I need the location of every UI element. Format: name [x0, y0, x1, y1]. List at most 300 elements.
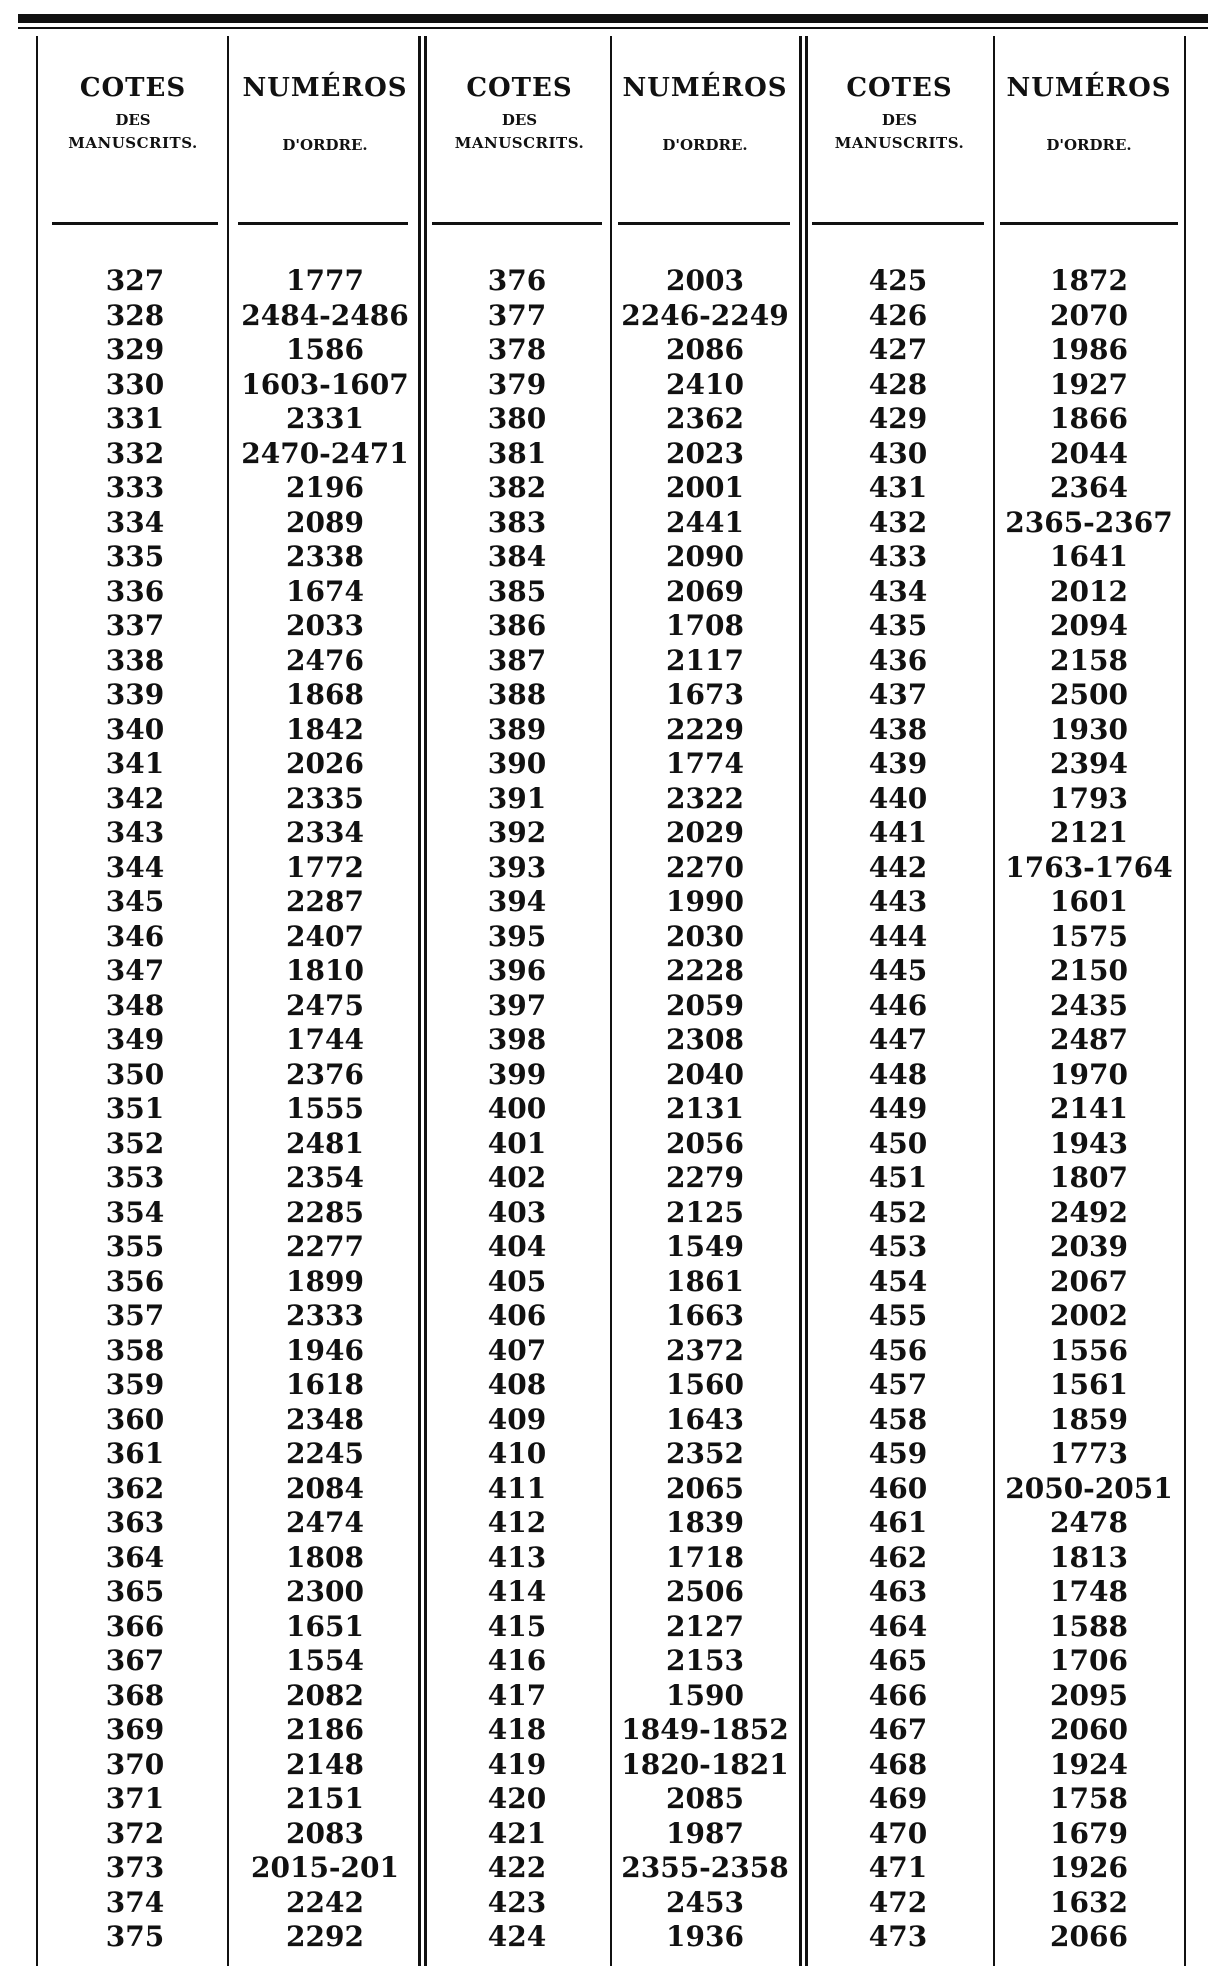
numero-cell: 2481 — [286, 1126, 364, 1160]
numero-cell: 1842 — [286, 712, 364, 746]
cotes-column-2 — [432, 264, 602, 1955]
numero-cell: 1708 — [666, 609, 744, 642]
cote-cell: 391 — [487, 781, 547, 815]
cote-cell: 466 — [868, 1678, 928, 1712]
cotes-column-3 — [812, 264, 984, 1955]
cote-cell: 332 — [105, 436, 165, 470]
cote-cell: 441 — [868, 816, 928, 849]
numero-cell: 1618 — [286, 1368, 364, 1401]
numero-cell: 2066 — [1050, 1920, 1128, 1953]
numero-cell: 2069 — [666, 574, 744, 608]
cote-cell: 339 — [105, 678, 165, 711]
numero-cell: 2084 — [286, 1471, 364, 1505]
header-des: DES — [501, 111, 538, 129]
cote-cell: 434 — [868, 574, 928, 608]
cote-cell: 428 — [868, 367, 928, 401]
numero-cell: 2086 — [666, 333, 744, 366]
header-title: NUMÉROS — [1006, 73, 1172, 103]
cote-cell: 443 — [868, 885, 928, 918]
cote-cell: 356 — [105, 1264, 165, 1298]
cote-cell: 468 — [868, 1747, 928, 1781]
numero-cell: 2127 — [666, 1609, 744, 1643]
numero-cell: 1706 — [1050, 1644, 1128, 1677]
cote-cell: 414 — [487, 1575, 547, 1608]
cote-cell: 373 — [105, 1851, 165, 1884]
cote-cell: 436 — [868, 643, 928, 677]
cote-cell: 412 — [487, 1506, 547, 1539]
cote-cell: 394 — [487, 885, 547, 918]
cote-cell: 422 — [487, 1851, 547, 1884]
cote-cell: 382 — [487, 471, 547, 504]
numero-cell: 2012 — [1050, 574, 1128, 608]
numero-cell: 2487 — [1050, 1023, 1128, 1056]
numero-cell: 1924 — [1050, 1747, 1128, 1781]
numero-cell: 2355-2358 — [621, 1851, 789, 1884]
numero-cell: 2125 — [666, 1195, 744, 1229]
cote-cell: 372 — [105, 1816, 165, 1850]
cote-cell: 437 — [868, 678, 928, 711]
cotes-column-1 — [52, 264, 218, 1955]
cote-cell: 343 — [105, 816, 165, 849]
numero-cell: 2095 — [1050, 1678, 1128, 1712]
numero-cell: 1556 — [1050, 1333, 1128, 1367]
cote-cell: 336 — [105, 574, 165, 608]
cote-cell: 438 — [868, 712, 928, 746]
cote-cell: 389 — [487, 712, 547, 746]
cote-cell: 429 — [868, 402, 928, 435]
cote-cell: 375 — [105, 1920, 165, 1953]
header-subtitle: D'ORDRE. — [282, 136, 368, 154]
cote-cell: 388 — [487, 678, 547, 711]
cote-cell: 351 — [105, 1092, 165, 1125]
cote-cell: 445 — [868, 954, 928, 987]
cote-cell: 350 — [105, 1057, 165, 1091]
cote-cell: 366 — [105, 1609, 165, 1643]
cote-cell: 381 — [487, 436, 547, 470]
numero-cell: 2246-2249 — [621, 298, 789, 332]
cote-cell: 463 — [868, 1575, 928, 1608]
numero-cell: 1861 — [666, 1264, 744, 1298]
cote-cell: 455 — [868, 1299, 928, 1332]
cote-cell: 399 — [487, 1057, 547, 1091]
numeros-column-1 — [235, 264, 415, 1955]
cote-cell: 432 — [868, 505, 928, 539]
top-rule-thin — [18, 27, 1208, 29]
numero-cell: 1588 — [1050, 1609, 1128, 1643]
cote-cell: 398 — [487, 1023, 547, 1056]
cote-cell: 341 — [105, 747, 165, 780]
numero-cell: 1763-1764 — [1005, 850, 1173, 884]
cote-cell: 409 — [487, 1402, 547, 1436]
header-subtitle: D'ORDRE. — [662, 136, 748, 154]
numero-cell: 2158 — [1050, 643, 1128, 677]
cote-cell: 347 — [105, 954, 165, 987]
cote-cell: 357 — [105, 1299, 165, 1332]
column-header-numeros-3 — [998, 72, 1180, 156]
cote-cell: 327 — [105, 264, 165, 297]
cote-cell: 400 — [487, 1092, 547, 1125]
numero-cell: 2085 — [666, 1782, 744, 1815]
cote-cell: 456 — [868, 1333, 928, 1367]
cote-cell: 395 — [487, 919, 547, 953]
numero-cell: 2148 — [286, 1747, 364, 1781]
header-des: DES — [115, 111, 151, 129]
numero-cell: 2453 — [666, 1885, 744, 1919]
cote-cell: 430 — [868, 436, 928, 470]
column-divider-right — [1184, 36, 1186, 1966]
numero-cell: 1899 — [286, 1264, 364, 1298]
cote-cell: 378 — [487, 333, 547, 366]
numero-cell: 2150 — [1050, 954, 1128, 987]
numero-cell: 2292 — [286, 1920, 364, 1953]
numero-cell: 2478 — [1050, 1506, 1128, 1539]
numero-cell: 1808 — [286, 1540, 364, 1574]
header-title: NUMÉROS — [622, 73, 788, 103]
cote-cell: 404 — [487, 1230, 547, 1263]
numero-cell: 1868 — [286, 678, 364, 711]
cote-cell: 451 — [868, 1161, 928, 1194]
numero-cell: 2151 — [286, 1782, 364, 1815]
numero-cell: 2070 — [1050, 298, 1128, 332]
numero-cell: 2270 — [666, 850, 744, 884]
cote-cell: 354 — [105, 1195, 165, 1229]
cote-cell: 460 — [868, 1471, 928, 1505]
cote-cell: 397 — [487, 988, 547, 1022]
numero-cell: 2083 — [286, 1816, 364, 1850]
numero-cell: 2335 — [286, 781, 364, 815]
cote-cell: 427 — [868, 333, 928, 366]
numero-cell: 2500 — [1050, 678, 1128, 711]
cote-cell: 421 — [487, 1816, 547, 1850]
numero-cell: 1839 — [666, 1506, 744, 1539]
cote-cell: 380 — [487, 402, 547, 435]
cote-cell: 360 — [105, 1402, 165, 1436]
cote-cell: 426 — [868, 298, 928, 332]
cote-cell: 419 — [487, 1747, 547, 1781]
numero-cell: 1561 — [1050, 1368, 1128, 1401]
cote-cell: 345 — [105, 885, 165, 918]
numero-cell: 2033 — [286, 609, 364, 642]
numero-cell: 2245 — [286, 1437, 364, 1470]
numero-cell: 2060 — [1050, 1713, 1128, 1746]
cote-cell: 446 — [868, 988, 928, 1022]
numero-cell: 1810 — [286, 954, 364, 987]
cote-cell: 328 — [105, 298, 165, 332]
numero-cell: 2196 — [286, 471, 364, 504]
cote-cell: 406 — [487, 1299, 547, 1332]
numero-cell: 1946 — [286, 1333, 364, 1367]
numero-cell: 2407 — [286, 919, 364, 953]
numero-cell: 1560 — [666, 1368, 744, 1401]
cote-cell: 403 — [487, 1195, 547, 1229]
numero-cell: 2364 — [1050, 471, 1128, 504]
numero-cell: 1849-1852 — [621, 1713, 789, 1746]
numero-cell: 2003 — [666, 264, 744, 297]
cote-cell: 329 — [105, 333, 165, 366]
numero-cell: 2338 — [286, 540, 364, 573]
cote-cell: 365 — [105, 1575, 165, 1608]
cote-cell: 473 — [868, 1920, 928, 1953]
header-des: DES — [881, 111, 918, 129]
header-rule — [812, 222, 984, 225]
numero-cell: 1866 — [1050, 402, 1128, 435]
numero-cell: 1651 — [286, 1609, 364, 1643]
cote-cell: 458 — [868, 1402, 928, 1436]
numero-cell: 1936 — [666, 1920, 744, 1953]
numero-cell: 2229 — [666, 712, 744, 746]
numero-cell: 2067 — [1050, 1264, 1128, 1298]
numero-cell: 1663 — [666, 1299, 744, 1332]
numero-cell: 2279 — [666, 1161, 744, 1194]
cote-cell: 363 — [105, 1506, 165, 1539]
numero-cell: 1586 — [286, 333, 364, 366]
cote-cell: 340 — [105, 712, 165, 746]
cote-cell: 396 — [487, 954, 547, 987]
header-rule — [238, 222, 408, 225]
cote-cell: 331 — [105, 402, 165, 435]
cote-cell: 452 — [868, 1195, 928, 1229]
column-divider-double — [799, 36, 802, 1966]
header-title: COTES — [79, 73, 187, 103]
numero-cell: 2001 — [666, 471, 744, 504]
cote-cell: 377 — [487, 298, 547, 332]
cote-cell: 334 — [105, 505, 165, 539]
cote-cell: 423 — [487, 1885, 547, 1919]
cote-cell: 453 — [868, 1230, 928, 1263]
numero-cell: 2089 — [286, 505, 364, 539]
numeros-column-2 — [614, 264, 796, 1955]
cote-cell: 342 — [105, 781, 165, 815]
cote-cell: 411 — [487, 1471, 547, 1505]
numero-cell: 2094 — [1050, 609, 1128, 642]
cote-cell: 367 — [105, 1644, 165, 1677]
numero-cell: 1777 — [286, 264, 364, 297]
numeros-column-3 — [997, 264, 1181, 1955]
cote-cell: 465 — [868, 1644, 928, 1677]
numero-cell: 2117 — [666, 643, 744, 677]
header-subtitle: D'ORDRE. — [1046, 136, 1132, 154]
cote-cell: 348 — [105, 988, 165, 1022]
numero-cell: 2285 — [286, 1195, 364, 1229]
cote-cell: 352 — [105, 1126, 165, 1160]
numero-cell: 2056 — [666, 1126, 744, 1160]
header-title: COTES — [466, 73, 573, 103]
numero-cell: 1555 — [286, 1092, 364, 1125]
numero-cell: 2287 — [286, 885, 364, 918]
numero-cell: 2039 — [1050, 1230, 1128, 1263]
cote-cell: 384 — [487, 540, 547, 573]
cote-cell: 390 — [487, 747, 547, 780]
cote-cell: 408 — [487, 1368, 547, 1401]
numero-cell: 2082 — [286, 1678, 364, 1712]
numero-cell: 1748 — [1050, 1575, 1128, 1608]
cote-cell: 442 — [868, 850, 928, 884]
numero-cell: 1990 — [666, 885, 744, 918]
cote-cell: 407 — [487, 1333, 547, 1367]
cote-cell: 457 — [868, 1368, 928, 1401]
numero-cell: 2376 — [286, 1057, 364, 1091]
header-title: NUMÉROS — [242, 73, 408, 103]
numero-cell: 2348 — [286, 1402, 364, 1436]
numero-cell: 1774 — [666, 747, 744, 780]
cote-cell: 374 — [105, 1885, 165, 1919]
numero-cell: 1601 — [1050, 885, 1128, 918]
numero-cell: 2365-2367 — [1005, 505, 1173, 539]
column-divider-double — [805, 36, 808, 1966]
numero-cell: 2030 — [666, 919, 744, 953]
numero-cell: 2470-2471 — [241, 436, 409, 470]
cote-cell: 449 — [868, 1092, 928, 1125]
numero-cell: 1641 — [1050, 540, 1128, 573]
numero-cell: 2153 — [666, 1644, 744, 1677]
numero-cell: 2044 — [1050, 436, 1128, 470]
numero-cell: 1986 — [1050, 333, 1128, 366]
cote-cell: 431 — [868, 471, 928, 504]
cote-cell: 433 — [868, 540, 928, 573]
cote-cell: 418 — [487, 1713, 547, 1746]
cote-cell: 405 — [487, 1264, 547, 1298]
cote-cell: 471 — [868, 1851, 928, 1884]
numero-cell: 2300 — [286, 1575, 364, 1608]
numero-cell: 1679 — [1050, 1816, 1128, 1850]
cote-cell: 386 — [487, 609, 547, 642]
cote-cell: 330 — [105, 367, 165, 401]
cote-cell: 355 — [105, 1230, 165, 1263]
column-divider — [610, 36, 612, 1966]
cote-cell: 424 — [487, 1920, 547, 1953]
numero-cell: 2228 — [666, 954, 744, 987]
numero-cell: 1603-1607 — [241, 367, 409, 401]
numero-cell: 2059 — [666, 988, 744, 1022]
numero-cell: 2354 — [286, 1161, 364, 1194]
header-subtitle: MANUSCRITS. — [834, 134, 965, 152]
numero-cell: 1643 — [666, 1402, 744, 1436]
cote-cell: 413 — [487, 1540, 547, 1574]
numero-cell: 2026 — [286, 747, 364, 780]
cote-cell: 369 — [105, 1713, 165, 1746]
column-divider-left — [36, 36, 38, 1966]
numero-cell: 2029 — [666, 816, 744, 849]
numero-cell: 2277 — [286, 1230, 364, 1263]
cote-cell: 470 — [868, 1816, 928, 1850]
numero-cell: 2474 — [286, 1506, 364, 1539]
numero-cell: 1943 — [1050, 1126, 1128, 1160]
numero-cell: 1758 — [1050, 1782, 1128, 1815]
cote-cell: 335 — [105, 540, 165, 573]
cote-cell: 402 — [487, 1161, 547, 1194]
cote-cell: 435 — [868, 609, 928, 642]
numero-cell: 1772 — [286, 850, 364, 884]
numero-cell: 2334 — [286, 816, 364, 849]
column-header-cotes-2 — [432, 72, 607, 154]
column-header-numeros-2 — [615, 72, 795, 156]
cote-cell: 464 — [868, 1609, 928, 1643]
cote-cell: 333 — [105, 471, 165, 504]
numero-cell: 1927 — [1050, 367, 1128, 401]
cote-cell: 379 — [487, 367, 547, 401]
column-divider-double — [418, 36, 421, 1966]
cote-cell: 338 — [105, 643, 165, 677]
cote-cell: 337 — [105, 609, 165, 642]
column-divider — [993, 36, 995, 1966]
numero-cell: 2362 — [666, 402, 744, 435]
cote-cell: 344 — [105, 850, 165, 884]
cote-cell: 447 — [868, 1023, 928, 1056]
numero-cell: 2023 — [666, 436, 744, 470]
numero-cell: 2131 — [666, 1092, 744, 1125]
numero-cell: 1718 — [666, 1540, 744, 1574]
cote-cell: 383 — [487, 505, 547, 539]
numero-cell: 2050-2051 — [1005, 1471, 1173, 1505]
cote-cell: 364 — [105, 1540, 165, 1574]
numero-cell: 2002 — [1050, 1299, 1128, 1332]
numero-cell: 1554 — [286, 1644, 364, 1677]
column-header-cotes-1 — [48, 72, 218, 154]
numero-cell: 2372 — [666, 1333, 744, 1367]
cote-cell: 469 — [868, 1782, 928, 1815]
cote-cell: 353 — [105, 1161, 165, 1194]
numero-cell: 2484-2486 — [241, 298, 409, 332]
cote-cell: 359 — [105, 1368, 165, 1401]
column-divider-double — [424, 36, 427, 1966]
cote-cell: 349 — [105, 1023, 165, 1056]
numero-cell: 1674 — [286, 574, 364, 608]
cote-cell: 370 — [105, 1747, 165, 1781]
numero-cell: 1773 — [1050, 1437, 1128, 1470]
header-subtitle: MANUSCRITS. — [454, 134, 585, 152]
cote-cell: 362 — [105, 1471, 165, 1505]
numero-cell: 1970 — [1050, 1057, 1128, 1091]
cote-cell: 358 — [105, 1333, 165, 1367]
cote-cell: 401 — [487, 1126, 547, 1160]
numero-cell: 1744 — [286, 1023, 364, 1056]
cote-cell: 420 — [487, 1782, 547, 1815]
numero-cell: 2394 — [1050, 747, 1128, 780]
header-title: COTES — [846, 73, 953, 103]
header-rule — [618, 222, 790, 225]
numero-cell: 2435 — [1050, 988, 1128, 1022]
numero-cell: 2410 — [666, 367, 744, 401]
numero-cell: 2090 — [666, 540, 744, 573]
cote-cell: 410 — [487, 1437, 547, 1470]
cote-cell: 467 — [868, 1713, 928, 1746]
numero-cell: 1930 — [1050, 712, 1128, 746]
numero-cell: 2441 — [666, 505, 744, 539]
numero-cell: 2186 — [286, 1713, 364, 1746]
cote-cell: 448 — [868, 1057, 928, 1091]
cote-cell: 371 — [105, 1782, 165, 1815]
cote-cell: 462 — [868, 1540, 928, 1574]
cote-cell: 439 — [868, 747, 928, 780]
top-rule-thick — [18, 14, 1208, 23]
numero-cell: 2242 — [286, 1885, 364, 1919]
cote-cell: 392 — [487, 816, 547, 849]
numero-cell: 2322 — [666, 781, 744, 815]
numero-cell: 2121 — [1050, 816, 1128, 849]
numero-cell: 2065 — [666, 1471, 744, 1505]
header-rule — [52, 222, 218, 225]
numero-cell: 1926 — [1050, 1851, 1128, 1884]
cote-cell: 385 — [487, 574, 547, 608]
numero-cell: 1549 — [666, 1230, 744, 1263]
cote-cell: 444 — [868, 919, 928, 953]
numero-cell: 2333 — [286, 1299, 364, 1332]
numero-cell: 1575 — [1050, 919, 1128, 953]
numero-cell: 2331 — [286, 402, 364, 435]
cote-cell: 361 — [105, 1437, 165, 1470]
numero-cell: 1813 — [1050, 1540, 1128, 1574]
cote-cell: 450 — [868, 1126, 928, 1160]
